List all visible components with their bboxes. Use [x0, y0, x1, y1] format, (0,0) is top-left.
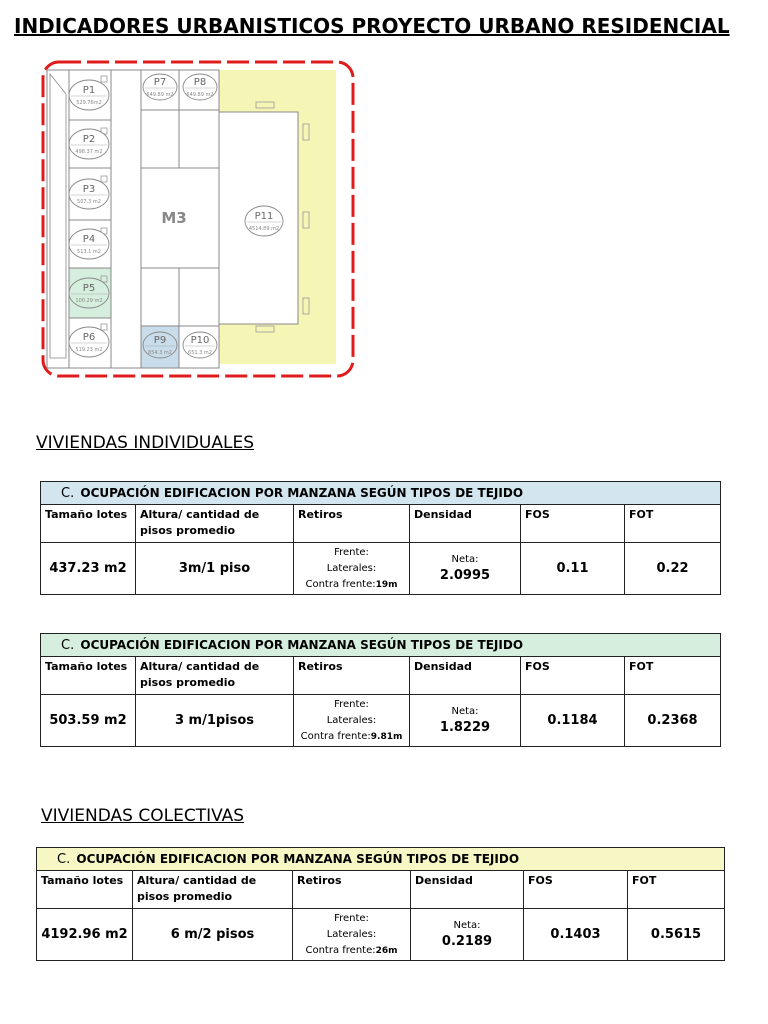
table-header-band — [41, 482, 721, 505]
lot-id-label: P4 — [82, 234, 96, 245]
height-value: 6 m/2 pisos — [133, 909, 293, 961]
table-header-band — [41, 634, 721, 657]
indicator-table-2 — [40, 633, 721, 747]
section-collective-heading: VIVIENDAS COLECTIVAS — [41, 806, 245, 826]
lot-marker-p3 — [69, 179, 109, 209]
setbacks-cell — [294, 695, 410, 747]
table-header-title: OCUPACIÓN EDIFICACION POR MANZANA SEGÚN TIPOS DE TEJIDO — [80, 485, 524, 500]
col-lot-size: Tamaño lotes — [41, 505, 136, 543]
lot-area-label: 651.3 m2 — [188, 350, 212, 356]
table-header-prefix: C. — [57, 851, 71, 867]
lot-marker-p5 — [69, 278, 109, 308]
density-label: Neta: — [451, 553, 479, 565]
lot-area-label: 100.29 m2 — [75, 298, 103, 304]
lot-area-label: 519.23 m2 — [75, 347, 103, 353]
density-value: 2.0995 — [439, 567, 491, 583]
fot-value: 0.5615 — [628, 909, 725, 961]
lot-id-label: P8 — [193, 77, 207, 88]
side-setback-label: Laterales: — [326, 714, 377, 726]
lot-marker-p10 — [183, 332, 217, 358]
front-setback-label: Frente: — [334, 698, 369, 710]
front-setback-label: Frente: — [334, 912, 369, 924]
lot-size-value: 4192.96 m2 — [37, 909, 133, 961]
col-height: Altura/ cantidad de pisos promedio — [133, 871, 293, 909]
col-fos: FOS — [521, 657, 625, 695]
lot-area-label: 529.76m2 — [76, 100, 102, 106]
lot-id-label: P1 — [82, 85, 96, 96]
fos-value: 0.1184 — [521, 695, 625, 747]
lot-id-label: P10 — [190, 335, 210, 346]
col-height: Altura/ cantidad de pisos promedio — [136, 657, 294, 695]
side-setback-label: Laterales: — [326, 562, 377, 574]
fos-value: 0.1403 — [524, 909, 628, 961]
height-value: 3 m/1pisos — [136, 695, 294, 747]
fos-value: 0.11 — [521, 543, 625, 595]
section-individual-heading: VIVIENDAS INDIVIDUALES — [36, 433, 255, 453]
height-value: 3m/1 piso — [136, 543, 294, 595]
lot-area-label: 4514.89 m2 — [248, 226, 280, 232]
density-value: 1.8229 — [439, 719, 491, 735]
setbacks-cell — [294, 543, 410, 595]
lot-size-value: 503.59 m2 — [41, 695, 136, 747]
lot-area-label: 649.89 m2 — [146, 92, 174, 98]
lot-area-label: 513.1 m2 — [77, 249, 101, 255]
table-header-prefix: C. — [61, 485, 75, 501]
col-fot: FOT — [628, 871, 725, 909]
back-setback-label: Contra frente: — [305, 944, 376, 956]
table-header-prefix: C. — [61, 637, 75, 653]
side-setback-label: Laterales: — [326, 928, 377, 940]
col-fot: FOT — [625, 657, 721, 695]
back-setback-value: 26m — [375, 945, 398, 956]
lot-id-label: P5 — [82, 283, 96, 294]
back-setback-value: 19m — [375, 579, 398, 590]
table-header-band — [37, 848, 725, 871]
lot-marker-p9 — [143, 332, 177, 358]
lot-marker-p2 — [69, 129, 109, 159]
lot-marker-p11 — [245, 206, 283, 236]
setbacks-cell — [293, 909, 411, 961]
back-setback-label: Contra frente: — [305, 578, 376, 590]
lot-area-label: 649.89 m2 — [186, 92, 214, 98]
col-lot-size: Tamaño lotes — [41, 657, 136, 695]
fot-value: 0.2368 — [625, 695, 721, 747]
back-setback-value: 9.81m — [370, 731, 403, 742]
indicator-table-3 — [36, 847, 725, 961]
lot-id-label: P3 — [82, 184, 96, 195]
lot-marker-p1 — [69, 80, 109, 110]
col-fos: FOS — [524, 871, 628, 909]
density-cell — [411, 909, 524, 961]
density-cell — [410, 695, 521, 747]
lot-marker-p4 — [69, 229, 109, 259]
lot-id-label: P2 — [82, 134, 96, 145]
col-density: Densidad — [411, 871, 524, 909]
col-fos: FOS — [521, 505, 625, 543]
site-plan — [38, 58, 358, 380]
lot-marker-p6 — [69, 327, 109, 357]
fot-value: 0.22 — [625, 543, 721, 595]
lot-id-label: P6 — [82, 332, 96, 343]
col-height: Altura/ cantidad de pisos promedio — [136, 505, 294, 543]
table-header-title: OCUPACIÓN EDIFICACION POR MANZANA SEGÚN TIPOS DE TEJIDO — [80, 637, 524, 652]
lot-id-label: P9 — [153, 335, 167, 346]
block-label: M3 — [161, 209, 187, 227]
col-setbacks: Retiros — [293, 871, 411, 909]
density-label: Neta: — [453, 919, 481, 931]
col-density: Densidad — [410, 505, 521, 543]
density-cell — [410, 543, 521, 595]
table-header-title: OCUPACIÓN EDIFICACION POR MANZANA SEGÚN TIPOS DE TEJIDO — [76, 851, 520, 866]
lot-id-label: P11 — [254, 211, 274, 222]
lot-area-label: 498.37 m2 — [75, 149, 103, 155]
lot-marker-p8 — [183, 74, 217, 100]
col-setbacks: Retiros — [294, 505, 410, 543]
density-label: Neta: — [451, 705, 479, 717]
col-lot-size: Tamaño lotes — [37, 871, 133, 909]
col-density: Densidad — [410, 657, 521, 695]
page-title: INDICADORES URBANISTICOS PROYECTO URBANO RESIDENCIAL — [14, 14, 730, 38]
lot-area-label: 507.3 m2 — [77, 199, 101, 205]
col-setbacks: Retiros — [294, 657, 410, 695]
lot-id-label: P7 — [153, 77, 167, 88]
lot-size-value: 437.23 m2 — [41, 543, 136, 595]
lot-area-label: 854.3 m2 — [148, 350, 172, 356]
col-fot: FOT — [625, 505, 721, 543]
density-value: 0.2189 — [441, 933, 493, 949]
indicator-table-1 — [40, 481, 721, 595]
front-setback-label: Frente: — [334, 546, 369, 558]
lot-marker-p7 — [143, 74, 177, 100]
back-setback-label: Contra frente: — [300, 730, 371, 742]
